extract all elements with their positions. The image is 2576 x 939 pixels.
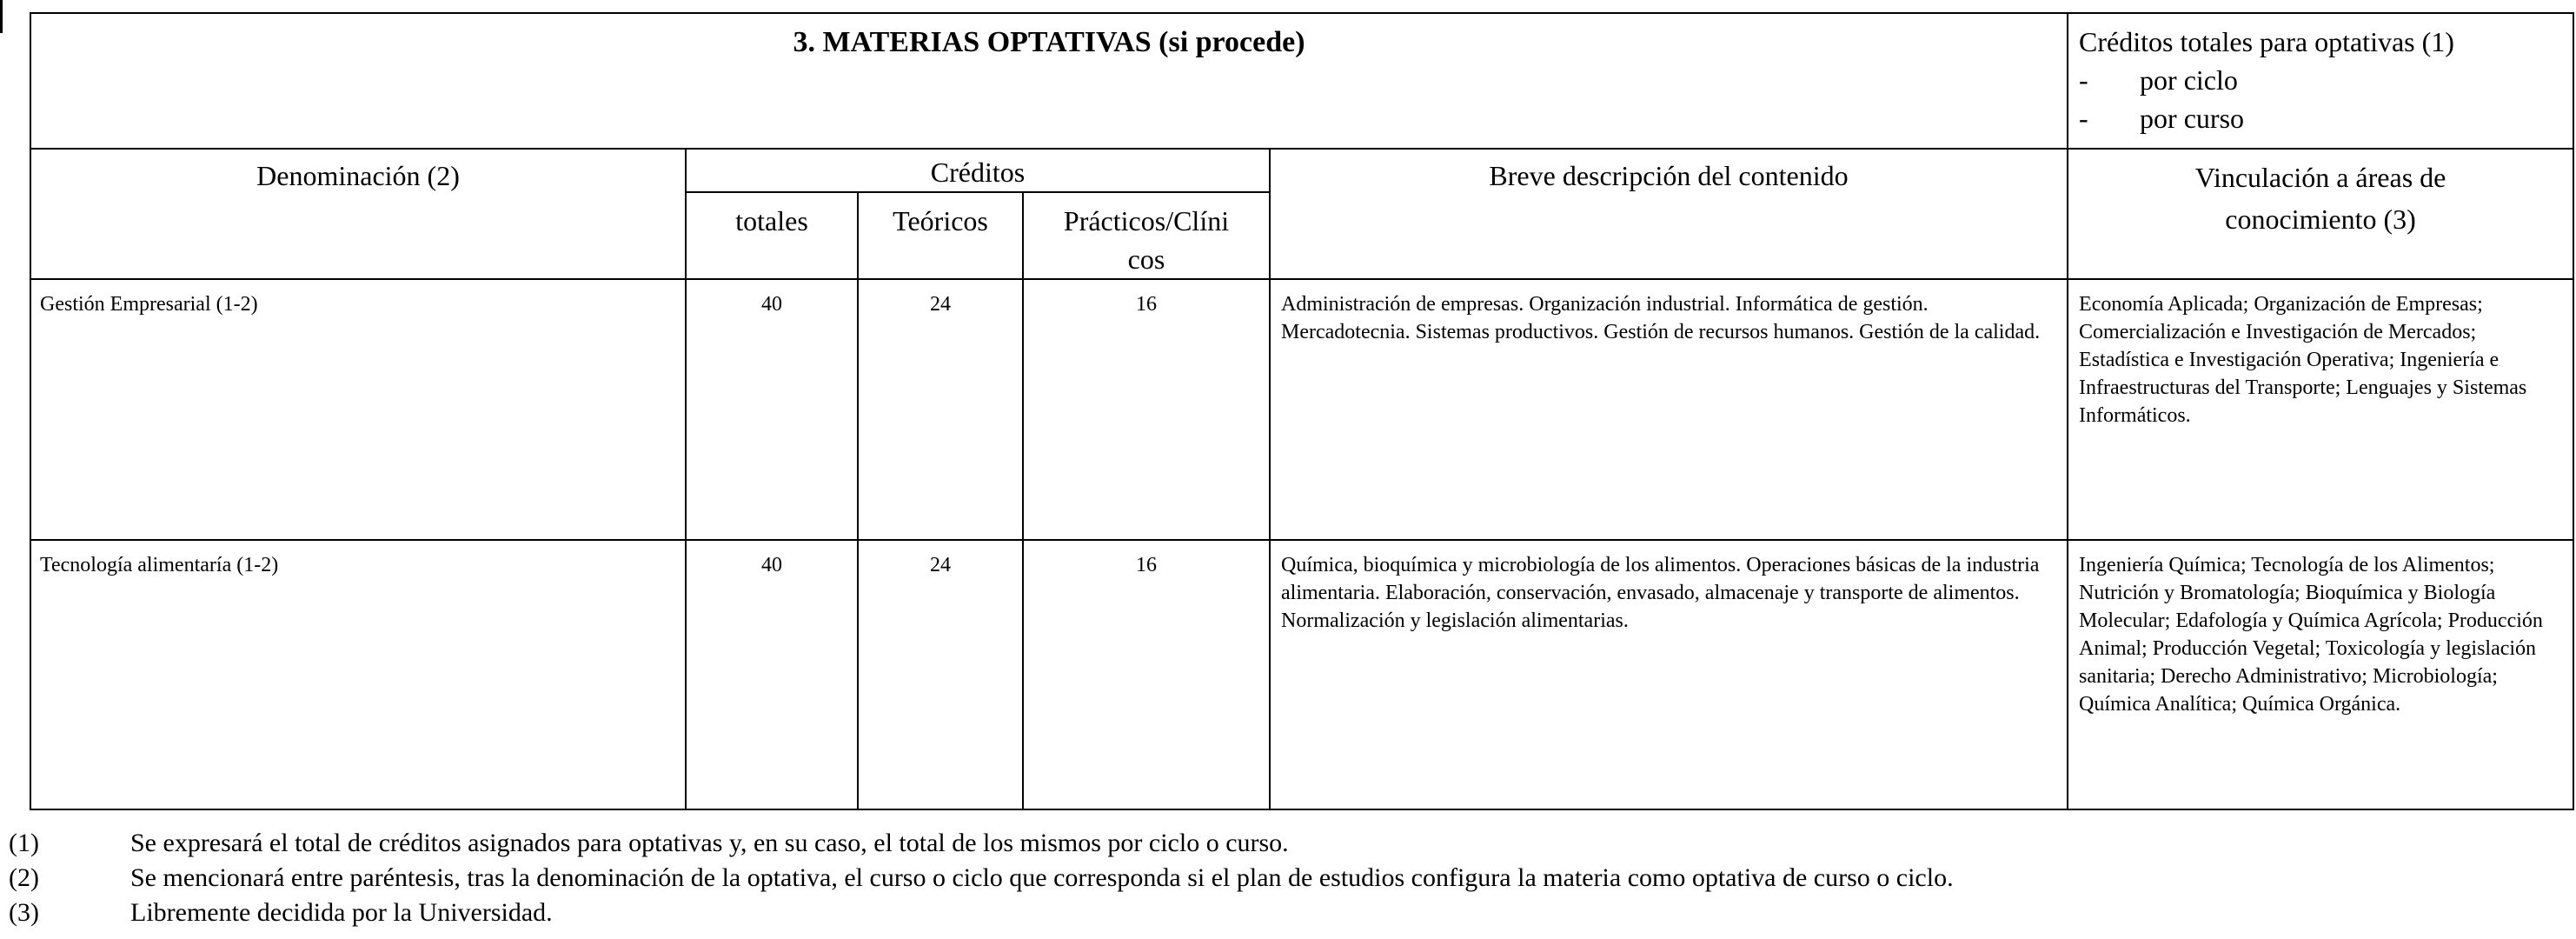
margin-mark — [0, 0, 3, 33]
table-row — [30, 540, 2573, 809]
footnote-text: Se expresará el total de créditos asignados para optativas y, en su caso, el total de los mismos por ciclo o curso. — [130, 829, 1289, 857]
header-descripcion: Breve descripción del contenido — [1270, 149, 2068, 279]
per-course-label: por curso — [2140, 103, 2245, 134]
table-row — [30, 279, 2573, 540]
header-practicos-line1: Prácticos/Clíni — [1063, 205, 1230, 236]
per-cycle-dash: - — [2079, 64, 2088, 96]
header-denominacion: Denominación (2) — [30, 149, 686, 279]
header-creditos: Créditos — [686, 149, 1270, 192]
per-course-line — [2079, 99, 2562, 137]
footnote-text: Se mencionará entre paréntesis, tras la denominación de la optativa, el curso o ciclo que corresponda si el plan de estudios configura la materia como optativa de curso o ciclo. — [130, 863, 1954, 892]
knowledge-areas: Economía Aplicada; Organización de Empresas; Comercialización e Investigación de Mercados; Estadística e Investigación Operativa; Ingeniería e Infraestructuras del Transporte; Lenguajes y Sistemas Informáticos. — [2068, 279, 2573, 540]
credits-practicos: 16 — [1023, 279, 1270, 540]
header-practicos — [1023, 192, 1270, 279]
header-vinculacion — [2068, 149, 2573, 279]
knowledge-areas: Ingeniería Química; Tecnología de los Alimentos; Nutrición y Bromatología; Bioquímica y Biología Molecular; Edafología y Química Agrícola; Producción Animal; Producción Vegetal; Toxicología y legislación sanitaria; Derecho Administrativo; Microbiología; Química Analítica; Química Orgánica. — [2068, 540, 2573, 809]
footnote — [9, 896, 2564, 930]
footnote-number: (2) — [9, 863, 39, 892]
subject-name: Tecnología alimentaría (1-2) — [30, 540, 686, 809]
credits-teoricos: 24 — [858, 279, 1023, 540]
per-course-dash: - — [2079, 103, 2088, 134]
footnote-number: (1) — [9, 829, 39, 857]
header-teoricos: Teóricos — [858, 192, 1023, 279]
subject-description: Administración de empresas. Organización industrial. Informática de gestión. Mercadotecnia. Sistemas productivos. Gestión de recursos humanos. Gestión de la calidad. — [1270, 279, 2068, 540]
subject-name: Gestión Empresarial (1-2) — [30, 279, 686, 540]
per-cycle-line — [2079, 61, 2562, 99]
credits-totales: 40 — [686, 540, 858, 809]
header-totales: totales — [686, 192, 858, 279]
header-practicos-line2: cos — [1127, 243, 1165, 275]
header-vinculacion-line2: conocimiento (3) — [2225, 203, 2416, 235]
credits-totales: 40 — [686, 279, 858, 540]
footnote-number: (3) — [9, 898, 39, 927]
credits-teoricos: 24 — [858, 540, 1023, 809]
credits-practicos: 16 — [1023, 540, 1270, 809]
footnotes — [9, 826, 2564, 930]
header-vinculacion-line1: Vinculación a áreas de — [2194, 162, 2447, 193]
footnote — [9, 826, 2564, 861]
per-cycle-label: por ciclo — [2140, 64, 2238, 96]
footnote-text: Libremente decidida por la Universidad. — [130, 898, 553, 927]
table-title: 3. MATERIAS OPTATIVAS (si procede) — [30, 13, 2068, 149]
subject-description: Química, bioquímica y microbiología de los alimentos. Operaciones básicas de la industria alimentaria. Elaboración, conservación, envasado, almacenaje y transporte de alimentos. Normalización y legislación alimentarias. — [1270, 540, 2068, 809]
total-credits-label: Créditos totales para optativas (1) — [2079, 26, 2454, 57]
footnote — [9, 861, 2564, 896]
optional-subjects-table — [30, 12, 2574, 810]
total-credits-cell — [2068, 13, 2573, 149]
